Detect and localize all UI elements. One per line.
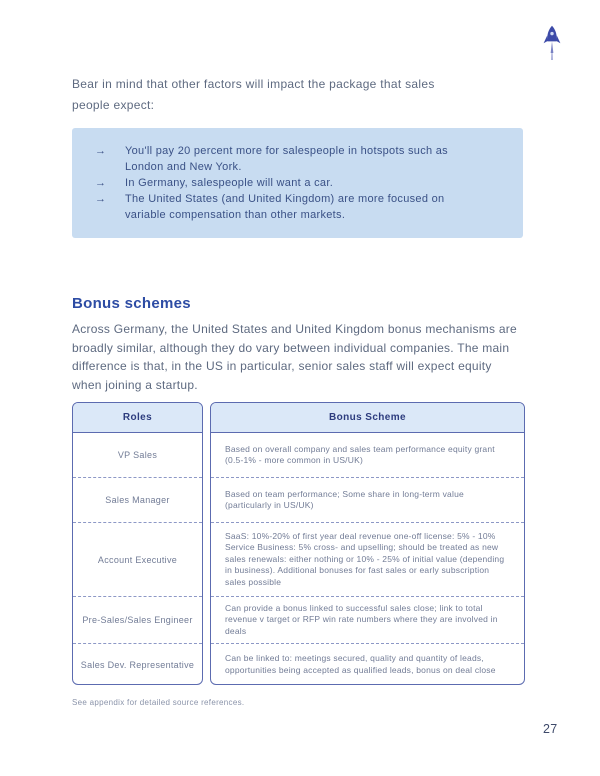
page-number: 27 [543,722,558,736]
rocket-icon [541,25,563,65]
callout-box [72,128,523,238]
table-row-scheme: Can provide a bonus linked to successful sales close; link to total revenue v target or RFP win rate numbers where they are involved in deals [211,596,524,643]
callout-item [95,143,503,175]
callout-item-text: In Germany, salespeople will want a car. [125,177,334,189]
bonus-column-header: Bonus Scheme [211,403,524,433]
table-row-scheme: Can be linked to: meetings secured, quality and quantity of leads, opportunities being accepted as qualified leads, bonus on deal close [211,643,524,685]
table-row-role: Account Executive [73,522,202,596]
table-row-role: VP Sales [117,450,158,460]
bonus-scheme-column [210,402,525,685]
callout-item [95,175,503,191]
callout-item-text: You'll pay 20 percent more for salespeople in hotspots such as London and New York. [125,145,448,173]
arrow-right-icon: → [95,193,106,205]
table-row-scheme: Based on overall company and sales team performance equity grant (0.5-1% - more common in US/UK) [225,443,495,465]
roles-column [72,402,203,685]
section-body-text: Across Germany, the United States and United Kingdom bonus mechanisms are broadly similar, although they do vary between individual companies. The main difference is that, in the US in particular, senior sales staff will expect equity when joining a startup. [72,322,517,392]
table-row-role: Sales Manager [73,477,202,522]
intro-text: Bear in mind that other factors will impact the package that sales people expect: [72,77,435,112]
table-row-role: Pre-Sales/Sales Engineer [73,596,202,643]
callout-item [95,191,503,223]
arrow-right-icon: → [95,177,106,189]
arrow-right-icon: → [95,145,106,157]
callout-item-text: The United States (and United Kingdom) are more focused on variable compensation than other markets. [125,193,445,221]
footnote: See appendix for detailed source references. [72,698,245,707]
table-row-scheme: Based on team performance; Some share in long-term value (particularly in US/UK) [211,477,524,522]
table-row-scheme: SaaS: 10%-20% of first year deal revenue one-off license: 5% - 10% Service Business: 5% cross- and upselling; should be treated as new sales renewals: either nothing or 10% - 25% of initial value (depending in business). Additional bonuses for fast sales or early subscription sales possible [211,522,524,596]
section-heading: Bonus schemes [72,295,191,312]
table-row-role: Sales Dev. Representative [73,643,202,685]
roles-column-header: Roles [73,403,202,433]
